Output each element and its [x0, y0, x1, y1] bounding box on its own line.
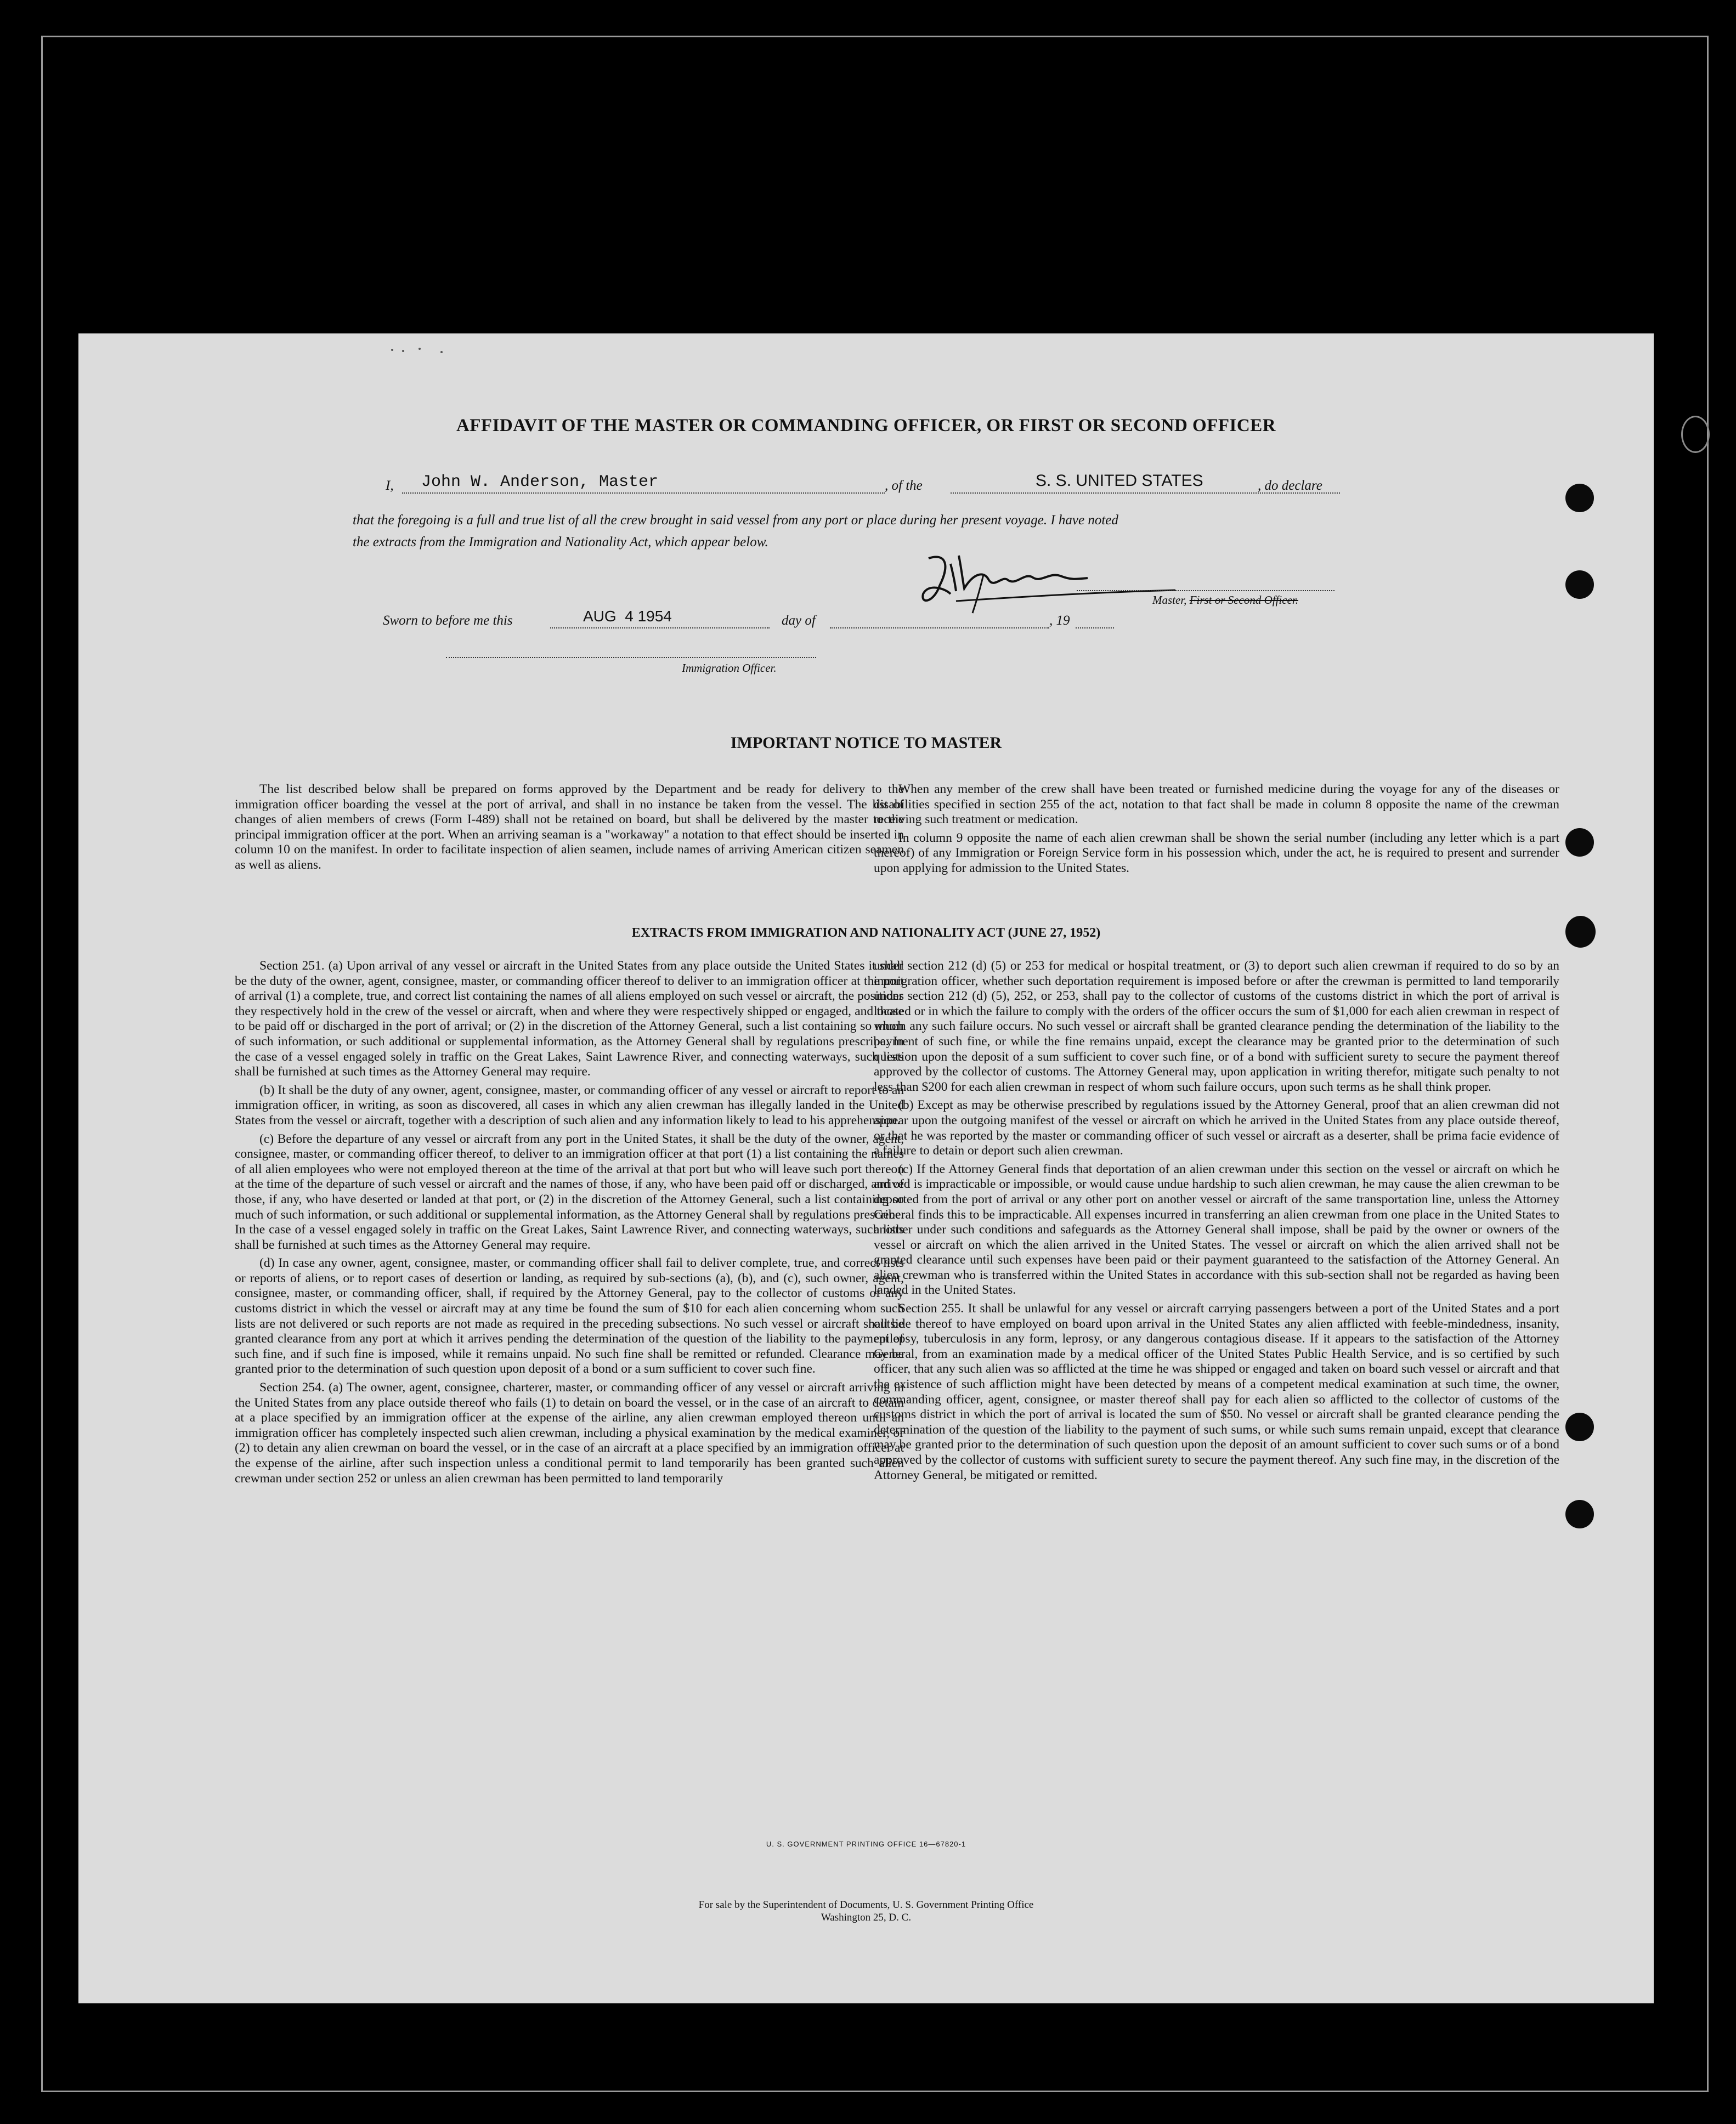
notice-right-column [874, 782, 1559, 880]
officer-line [446, 657, 816, 658]
extracts-title: EXTRACTS FROM IMMIGRATION AND NATIONALITY ACT (JUNE 27, 1952) [631, 926, 1101, 940]
prefix-i: I, [386, 478, 394, 493]
punch-hole [1565, 916, 1596, 948]
binding-ring-mark [1681, 416, 1710, 453]
affidavit-title: AFFIDAVIT OF THE MASTER OR COMMANDING OFFICER, OR FIRST OR SECOND OFFICER [456, 416, 1276, 435]
signature-caption-struck: First or Second Officer. [1189, 593, 1298, 607]
extracts-right-column [874, 959, 1559, 1486]
notice-right-paragraph-2: In column 9 opposite the name of each alien crewman shall be shown the serial number (including any letter which is a part thereof) of any Immigration or Foreign Service form in his possession which, under the act, he is required to present and surrender upon applying for admission to the United States. [874, 830, 1559, 875]
sworn-date: AUG 4 1954 [583, 608, 672, 625]
section-251a: Section 251. (a) Upon arrival of any vessel or aircraft in the United States from any place outside the United States it shall be the duty of the owner, agent, consignee, master, or commanding officer thereof to deliver to an immigration officer at the port of arrival (1) a complete, true, and correct list containing the names of all aliens employed on such vessel or aircraft, the positions they respectively hold in the crew of the vessel or aircraft, when and where they were respectively shipped or engaged, and those to be paid off or discharged in the port of arrival; or (2) in the discretion of the Attorney General, such a list containing so much of such information, or such additional or supplemental information, as the Attorney General shall by regulations prescribe. In the case of a vessel engaged solely in traffic on the Great Lakes, Saint Lawrence River, and connecting waterways, such lists shall be furnished at such times as the Attorney General may require. [235, 959, 904, 1079]
officer-caption: Immigration Officer. [682, 661, 777, 675]
month-line [830, 627, 1049, 628]
signature-caption-prefix: Master, [1152, 593, 1187, 607]
section-254c: (c) If the Attorney General finds that deportation of an alien crewman under this section on the vessel or aircraft on which he arrived is impracticable or impossible, or would cause undue hardship to such alien crewman, he may cause the alien crewman to be deported from the port of arrival or any other port on another vessel or aircraft of the same transportation line, unless the Attorney General finds this to be impracticable. All expenses incurred in transferring an alien crewman from one place in the United States to another under such conditions and safeguards as the Attorney General shall impose, shall be paid by the owner or owners of the vessel or aircraft on which the alien arrived in the United States. The vessel or aircraft on which the alien arrived shall not be granted clearance until such expenses have been paid or their payment guaranteed to the satisfaction of the Attorney General. An alien crewman who is transferred within the United States in accordance with this sub-section shall not be regarded as having been landed in the United States. [874, 1162, 1559, 1298]
of-the-label: , of the [885, 478, 923, 493]
sworn-date-line [550, 627, 770, 628]
punch-hole [1565, 1500, 1594, 1528]
vessel-name: S. S. UNITED STATES [1036, 472, 1203, 490]
master-signature [912, 542, 1197, 619]
year-line [1076, 627, 1114, 628]
sale-line-2: Washington 25, D. C. [821, 1912, 912, 1923]
do-declare-label: , do declare [1258, 478, 1322, 493]
year-prefix: , 19 [1049, 613, 1070, 628]
section-254a: Section 254. (a) The owner, agent, consignee, charterer, master, or commanding officer of any vessel or aircraft arriving in the United States from any place outside thereof who fails (1) to detain on board the vessel, or in the case of an aircraft to detain at a place specified by an immigration officer at the expense of the airline, any alien crewman employed thereon until an immigration officer has completely inspected such alien crewman, including a physical examination by the medical examiner, or (2) to detain any alien crewman on board the vessel, or in the case of an aircraft at a place specified by an immigration officer at the expense of the airline, after such inspection unless a conditional permit to land temporarily has been granted such alien crewman under section 252 or unless an alien crewman has been permitted to land temporarily [235, 1380, 904, 1486]
section-254a-continued: under section 212 (d) (5) or 253 for medical or hospital treatment, or (3) to deport such alien crewman if required to do so by an immigration officer, whether such deportation requirement is imposed before or after the crewman is permitted to land temporarily under section 212 (d) (5), 252, or 253, shall pay to the collector of customs of the customs district in which the port of arrival is located or in which the failure to comply with the orders of the officer occurs the sum of $1,000 for each alien crewman in respect of whom any such failure occurs. No such vessel or aircraft shall be granted clearance pending the determination of the liability to the payment of such fine, or while the fine remains unpaid, except the clearance may be granted prior to the determination of such question upon the deposit of a sum sufficient to cover such fine, or of a bond with sufficient surety to secure the payment thereof approved by the collector of customs. The Attorney General may, upon application in writing therefor, mitigate such penalty to not less than $200 for each alien crewman in respect of whom such failure occurs, upon such terms as he shall think proper. [874, 959, 1559, 1094]
notice-left-column [235, 782, 904, 876]
declaration-line-2: the extracts from the Immigration and Nationality Act, which appear below. [353, 535, 768, 550]
section-251d: (d) In case any owner, agent, consignee, master, or commanding officer shall fail to deliver complete, true, and correct lists or reports of aliens, or to report cases of desertion or landing, as required by sub-sections (a), (b), and (c), such owner, agent, consignee, master, or commanding officer, shall, if required by the Attorney General, pay to the collector of customs of any customs district in which the vessel or aircraft may at any time be found the sum of $10 for each alien concerning whom such lists are not delivered or such reports are not made as required in the preceding subsections. No such vessel or aircraft shall be granted clearance from any port at which it arrives pending the determination of the question of the liability to the payment of such fine, and if such fine is imposed, while it remains unpaid. No such fine shall be remitted or refunded. Clearance may be granted prior to the determination of such question upon deposit of a bond or a sum sufficient to cover such fine. [235, 1256, 904, 1377]
notice-title: IMPORTANT NOTICE TO MASTER [730, 734, 1002, 752]
extracts-left-column [235, 959, 904, 1489]
punch-hole [1565, 570, 1594, 599]
declaration-line-1: that the foregoing is a full and true list of all the crew brought in said vessel from any port or place during her present voyage. I have noted [353, 513, 1118, 528]
signature-line [1077, 590, 1334, 591]
sworn-prefix: Sworn to before me this [383, 613, 513, 628]
name-line [402, 492, 885, 494]
section-255: Section 255. It shall be unlawful for any vessel or aircraft carrying passengers between a port of the United States and a port outside thereof to have employed on board upon arrival in the United States any alien afflicted with feeble-mindedness, insanity, epilepsy, tuberculosis in any form, leprosy, or any dangerous contagious disease. If it appears to the satisfaction of the Attorney General, from an examination made by a medical officer of the United States Public Health Service, and is so certified by such officer, that any such alien was so afflicted at the time he was shipped or engaged and taken on board such vessel or aircraft and that the existence of such affliction might have been detected by means of a competent medical examination at such time, the owner, commanding officer, agent, consignee, or master thereof shall pay for each alien so afflicted to the collector of customs of the customs district in which the port of arrival is located the sum of $50. No vessel or aircraft shall be granted clearance pending the determination of the question of the liability to the payment of such sums, or while such sums remain unpaid, except that clearance may be granted prior to the determination of such question upon the deposit of an amount sufficient to cover such sums or of a bond approved by the collector of customs with sufficient surety to secure the payment thereof. Any such fine may, in the discretion of the Attorney General, be mitigated or remitted. [874, 1301, 1559, 1482]
notice-left-paragraph: The list described below shall be prepared on forms approved by the Department and be ready for delivery to the immigration officer boarding the vessel at the port of arrival, and shall in no instance be taken from the vessel. The list of changes of alien members of crews (Form I-489) shall not be retained on board, but shall be delivered by the master to the principal immigration officer at the port. When an arriving seaman is a "workaway" a notation to that effect should be inserted in column 10 on the manifest. In order to facilitate inspection of alien seamen, include names of arriving American citizen seamen as well as aliens. [235, 782, 904, 872]
section-254b: (b) Except as may be otherwise prescribed by regulations issued by the Attorney General, proof that an alien crewman did not appear upon the outgoing manifest of the vessel or aircraft on which he arrived in the United States from any place outside thereof, or that he was reported by the master or commanding officer of such vessel or aircraft as a deserter, shall be prima facie evidence of a failure to detain or deport such alien crewman. [874, 1098, 1559, 1158]
section-251c: (c) Before the departure of any vessel or aircraft from any port in the United States, it shall be the duty of the owner, agent, consignee, master, or commanding officer thereof, to deliver to an immigration officer at that port (1) a list containing the names of all alien employees who were not employed thereon at the time of the arrival at that port but who will leave such port thereon at the time of the departure of such vessel or aircraft and the names of those, if any, who have been paid off or discharged, and of those, if any, who have deserted or landed at that port, or (2) in the discretion of the Attorney General, such a list containing so much of such information, or such additional or supplemental information, as the Attorney General shall by regulations prescribe. In the case of a vessel engaged solely in traffic on the Great Lakes, Saint Lawrence River, and connecting waterways, such lists shall be furnished at such times as the Attorney General may require. [235, 1131, 904, 1252]
punch-hole [1565, 1413, 1594, 1441]
punch-hole [1565, 828, 1594, 857]
sale-line-1: For sale by the Superintendent of Documents, U. S. Government Printing Office [698, 1899, 1034, 1911]
form-page [78, 333, 1654, 2003]
notice-right-paragraph-1: When any member of the crew shall have been treated or furnished medicine during the voyage for any of the diseases or disabilities specified in section 255 of the act, notation to that fact shall be made in column 8 opposite the name of the crewman receiving such treatment or medication. [874, 782, 1559, 827]
master-name: John W. Anderson, Master [421, 473, 659, 491]
printing-office-line: U. S. GOVERNMENT PRINTING OFFICE 16—67820-1 [766, 1840, 966, 1848]
day-of-label: day of [782, 613, 816, 628]
section-251b: (b) It shall be the duty of any owner, agent, consignee, master, or commanding officer of any vessel or aircraft to report to an immigration officer, in writing, as soon as discovered, all cases in which any alien crewman has illegally landed in the United States from the vessel or aircraft, together with a description of such alien and any information likely to lead to his apprehension. [235, 1083, 904, 1128]
signature-caption [1152, 593, 1298, 607]
punch-hole [1565, 484, 1594, 512]
